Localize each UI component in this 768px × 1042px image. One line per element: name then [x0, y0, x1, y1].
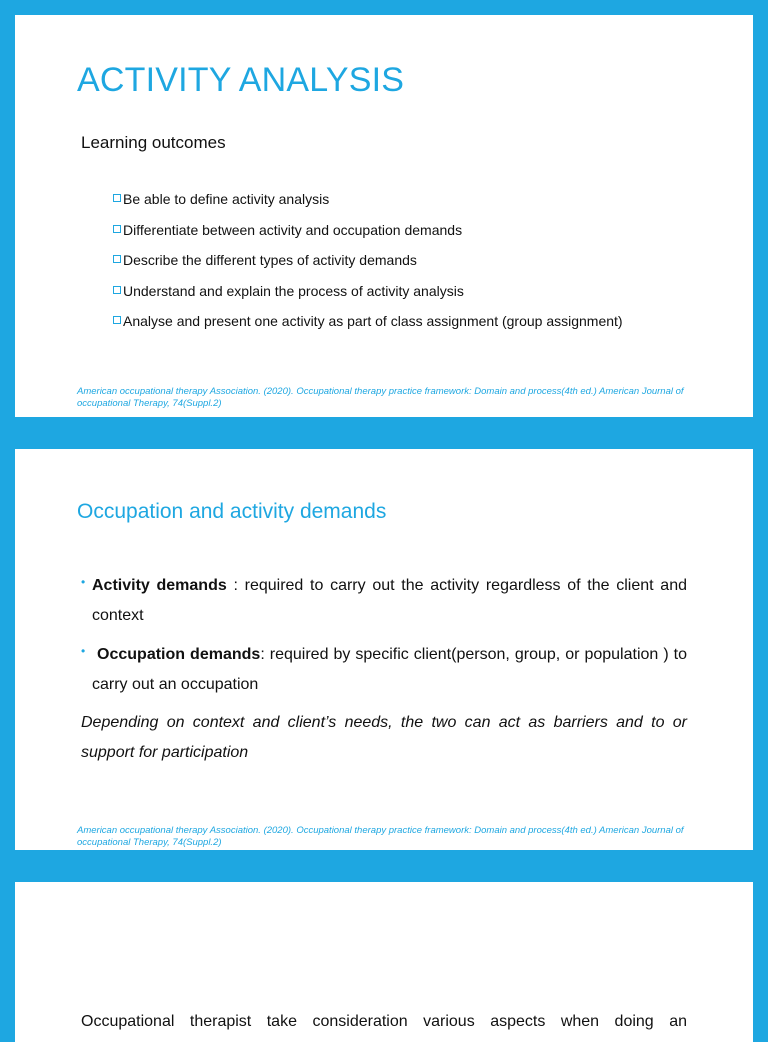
slide-1: [15, 15, 753, 417]
outcome-text: Describe the different types of activity demands: [123, 252, 417, 269]
occupation-demands-term: Occupation demands: [97, 646, 261, 663]
slide-title: ACTIVITY ANALYSIS: [77, 61, 405, 99]
slide-body-text: Occupational therapist take consideration various aspects when doing an: [81, 1013, 687, 1030]
citation: American occupational therapy Association. (2020). Occupational therapy practice framework: Domain and process(4th ed.) American Journal of occupational Therapy, 74(Suppl.2): [77, 386, 684, 409]
outcome-text: Analyse and present one activity as part of class assignment (group assignment): [123, 313, 623, 330]
list-item: [113, 283, 623, 314]
square-bullet-icon: [113, 194, 121, 202]
dot-bullet-icon: •: [81, 644, 86, 658]
outcome-text: Differentiate between activity and occupation demands: [123, 221, 463, 238]
citation: American occupational therapy Association. (2020). Occupational therapy practice framework: Domain and process(4th ed.) American Journal of occupational Therapy, 74(Suppl.2): [77, 825, 684, 848]
list-item: [113, 313, 623, 344]
outcome-text: Be able to define activity analysis: [123, 191, 330, 207]
square-bullet-icon: [113, 286, 121, 294]
list-item: [81, 640, 687, 699]
square-bullet-icon: [113, 225, 121, 233]
context-note: Depending on context and client’s needs, the two can act as barriers and to or support for participation: [81, 714, 687, 761]
outcome-text: Understand and explain the process of activity analysis: [123, 282, 464, 299]
dot-bullet-icon: •: [81, 575, 86, 589]
outcomes-list: [113, 191, 623, 344]
list-item: [113, 191, 623, 222]
slide-title: Occupation and activity demands: [77, 500, 387, 523]
activity-demands-term: Activity demands: [92, 577, 227, 594]
square-bullet-icon: [113, 255, 121, 263]
slide-2: [15, 449, 753, 850]
learning-outcomes-heading: Learning outcomes: [81, 133, 226, 152]
demands-list: [81, 571, 687, 709]
square-bullet-icon: [113, 316, 121, 324]
list-item: [113, 222, 623, 253]
list-item: [81, 571, 687, 630]
activity-demands-text: : required to carry out the activity regardless of the client and context: [92, 577, 688, 624]
occupation-demands-text: : required by specific client(person, group, or population ) to carry out an occupation: [92, 646, 688, 693]
slide-3: [15, 882, 753, 1042]
list-item: [113, 252, 623, 283]
